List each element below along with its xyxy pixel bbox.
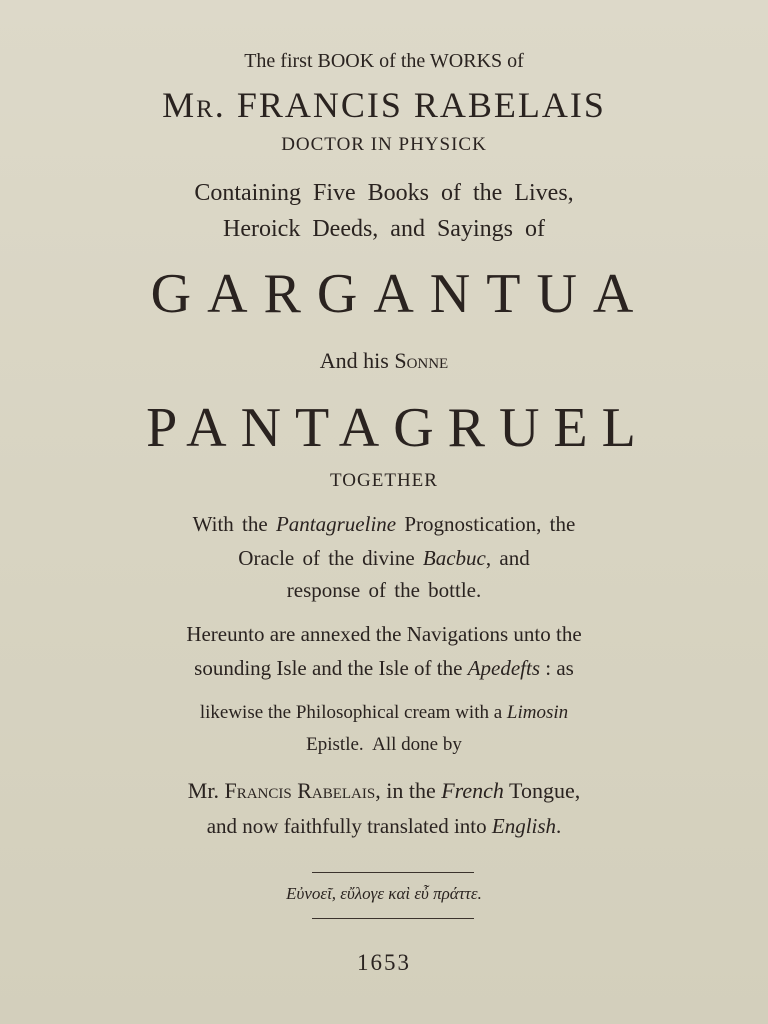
english-word: English [491, 814, 557, 838]
with-text: , and [485, 546, 530, 570]
mr-text: Mr. [187, 778, 225, 803]
sonne-word: Sonne [394, 348, 449, 373]
gargantua-heading: GARGANTUA [150, 263, 650, 325]
bacbuc-word: Bacbuc [422, 546, 486, 570]
first-line-works: WORKS [429, 50, 503, 72]
rabelais-name: Francis Rabelais [224, 778, 376, 803]
translated-text: . [556, 814, 562, 838]
translator-line-1 [0, 778, 768, 804]
greek-motto: Εὐνοεῖ, εὔλογε καὶ εὖ πράττε. [286, 884, 482, 903]
french-word: French [441, 778, 504, 803]
publication-year: 1653 [357, 950, 411, 975]
author-honorific: Mr. [162, 85, 226, 125]
first-line-text: of the [374, 50, 430, 72]
apedefts-word: Apedefts [467, 656, 540, 680]
with-text: Oracle of the divine [238, 546, 423, 570]
pantagrueline-word: Pantagrueline [275, 512, 397, 536]
author-line [0, 84, 768, 126]
hereunto-line-2 [0, 656, 768, 681]
sonne-text: And his [319, 348, 395, 373]
first-line-text: The first [244, 50, 318, 72]
hereunto-line-1: Hereunto are annexed the Navigations unto the [186, 622, 582, 646]
likewise-line-1 [0, 702, 768, 724]
hereunto-text: sounding Isle and the Isle of the [194, 656, 468, 680]
pantagruel-heading: PANTAGRUEL [146, 397, 650, 459]
limosin-word: Limosin [506, 702, 569, 723]
with-text: Prognostication, the [396, 512, 576, 536]
sonne-line [0, 348, 768, 374]
bottom-rule-divider [312, 918, 474, 919]
together-line: TOGETHER [330, 470, 438, 491]
doctor-line: DOCTOR IN PHYSICK [281, 134, 487, 155]
author-name: FRANCIS RABELAIS [225, 85, 606, 125]
top-rule-divider [312, 872, 474, 873]
first-book-line [0, 50, 768, 73]
translated-text: and now faithfully translated into [206, 814, 492, 838]
first-line-text: of [502, 50, 524, 72]
with-text: With the [192, 512, 276, 536]
likewise-text: likewise the Philosophical cream with a [199, 702, 507, 723]
likewise-line-2: Epistle. All done by [306, 734, 462, 755]
with-line-2 [0, 546, 768, 571]
first-line-book: BOOK [317, 50, 375, 72]
hereunto-text: : as [540, 656, 574, 680]
with-line-3: response of the bottle. [286, 578, 482, 602]
containing-line-2: Heroick Deeds, and Sayings of [223, 216, 545, 242]
mr-text: Tongue, [503, 778, 581, 803]
with-line-1 [0, 512, 768, 537]
containing-line-1: Containing Five Books of the Lives, [194, 180, 574, 206]
translator-line-2 [0, 814, 768, 839]
mr-text: , in the [375, 778, 442, 803]
